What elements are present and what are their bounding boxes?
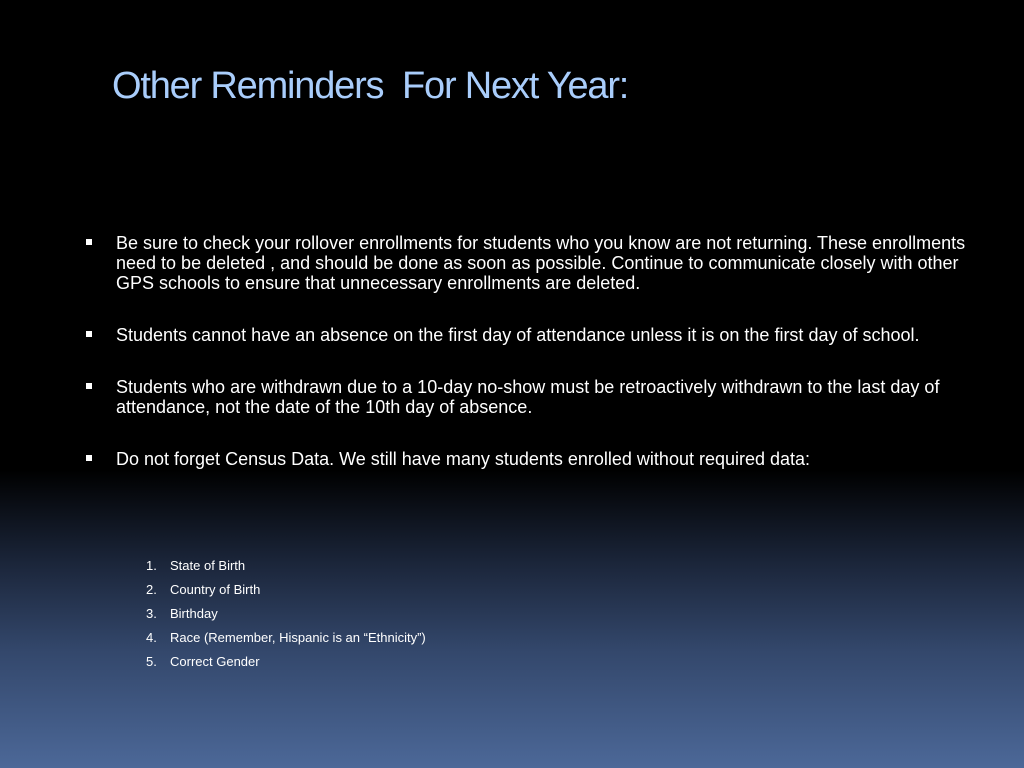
- bullet-list: [86, 233, 986, 501]
- list-item: [146, 630, 426, 654]
- square-bullet-icon: [86, 331, 92, 337]
- bullet-text: Students who are withdrawn due to a 10-day no-show must be retroactively withdrawn to the last day of attendance, not the date of the 10th day of absence.: [116, 377, 940, 417]
- list-item-text: Correct Gender: [170, 654, 260, 669]
- list-item: [146, 654, 426, 678]
- square-bullet-icon: [86, 455, 92, 461]
- list-item-text: Race (Remember, Hispanic is an “Ethnicity”): [170, 630, 426, 645]
- bullet-item-census: [86, 449, 986, 469]
- bullet-text: Be sure to check your rollover enrollments for students who you know are not returning. These enrollments need to be deleted , and should be done as soon as possible. Continue to communicate closely with other GPS schools to ensure that unnecessary enrollments are deleted.: [116, 233, 966, 293]
- square-bullet-icon: [86, 383, 92, 389]
- census-data-list: [146, 558, 426, 678]
- bullet-item-absence: [86, 325, 986, 345]
- list-item: [146, 558, 426, 582]
- bullet-item-withdrawn: [86, 377, 986, 417]
- list-number: 2.: [146, 582, 157, 597]
- list-number: 3.: [146, 606, 157, 621]
- list-number: 1.: [146, 558, 157, 573]
- list-item: [146, 582, 426, 606]
- list-item-text: State of Birth: [170, 558, 246, 573]
- bullet-item-rollover: [86, 233, 986, 293]
- bullet-text: Students cannot have an absence on the first day of attendance unless it is on the first day of school.: [116, 325, 920, 345]
- list-item: [146, 606, 426, 630]
- list-number: 4.: [146, 630, 157, 645]
- bullet-text: Do not forget Census Data. We still have many students enrolled without required data:: [116, 449, 811, 469]
- list-number: 5.: [146, 654, 157, 669]
- list-item-text: Country of Birth: [170, 582, 261, 597]
- square-bullet-icon: [86, 239, 92, 245]
- slide-title: Other Reminders For Next Year:: [112, 65, 629, 107]
- list-item-text: Birthday: [170, 606, 218, 621]
